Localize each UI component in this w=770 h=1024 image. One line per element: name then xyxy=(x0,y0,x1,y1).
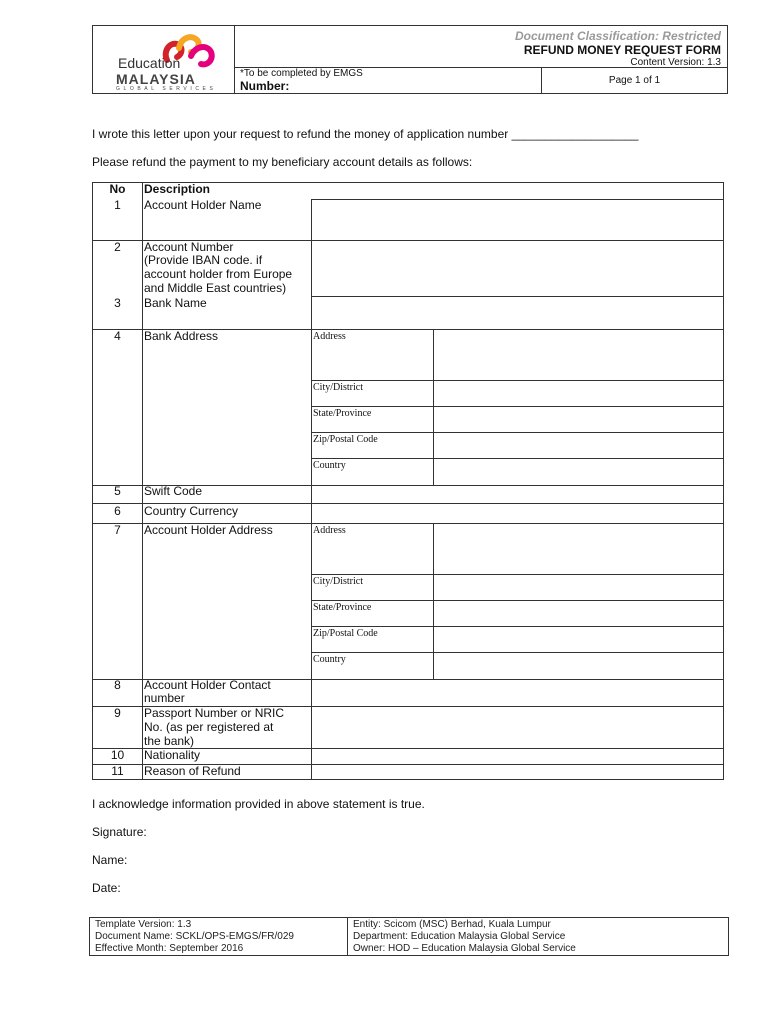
owner: Owner: HOD – Education Malaysia Global Service xyxy=(353,943,576,954)
bank-address-label: Address xyxy=(313,331,346,342)
logo xyxy=(93,26,235,93)
footer-left-column xyxy=(90,918,348,955)
row-label-nationality: Nationality xyxy=(144,748,201,762)
bank-city-field[interactable] xyxy=(434,381,723,406)
holder-city-label: City/District xyxy=(313,576,363,587)
passport-nric-field[interactable] xyxy=(312,707,723,748)
holder-state-label: State/Province xyxy=(313,602,372,613)
row-label-bank-name: Bank Name xyxy=(144,296,207,310)
row-number: 2 xyxy=(114,240,121,254)
holder-address-label: Address xyxy=(313,525,346,536)
row-label-account-holder-address: Account Holder Address xyxy=(144,523,273,537)
row-number: 6 xyxy=(114,504,121,518)
row-label-contact-number-cont: number xyxy=(144,691,185,705)
bank-state-label: State/Province xyxy=(313,408,372,419)
intro-application-line: I wrote this letter upon your request to refund the money of application number ___________________ xyxy=(92,127,639,141)
row-number: 11 xyxy=(111,764,124,778)
bank-zip-field[interactable] xyxy=(434,433,723,458)
page-number: Page 1 of 1 xyxy=(608,75,661,86)
row-label-passport-nric-cont: the bank) xyxy=(144,734,195,748)
row-number: 9 xyxy=(114,706,121,720)
account-number-field[interactable] xyxy=(312,241,723,296)
number-label: Number: xyxy=(240,79,290,93)
row-label-passport-nric: Passport Number or NRIC xyxy=(144,706,285,720)
effective-month: Effective Month: September 2016 xyxy=(95,943,244,954)
row-number: 10 xyxy=(110,748,125,762)
swift-code-field[interactable] xyxy=(312,486,723,503)
contact-number-field[interactable] xyxy=(312,680,723,706)
intro-payment-line: Please refund the payment to my beneficiary account details as follows: xyxy=(92,155,473,169)
beneficiary-details-table xyxy=(92,182,724,780)
holder-country-field[interactable] xyxy=(434,653,723,679)
row-label-account-holder-name: Account Holder Name xyxy=(144,198,262,212)
entity: Entity: Scicom (MSC) Berhad, Kuala Lumpur xyxy=(353,919,551,930)
logo-text-education: Education xyxy=(118,55,181,71)
bank-country-label: Country xyxy=(313,460,346,471)
signature-label[interactable]: Signature: xyxy=(92,825,147,839)
form-title: REFUND MONEY REQUEST FORM xyxy=(523,43,721,57)
holder-country-label: Country xyxy=(313,654,346,665)
row-number: 4 xyxy=(114,329,121,343)
bank-country-field[interactable] xyxy=(434,459,723,485)
row-label-swift-code: Swift Code xyxy=(144,484,203,498)
holder-address-field[interactable] xyxy=(434,524,723,574)
row-label-reason-of-refund: Reason of Refund xyxy=(144,764,241,778)
reason-of-refund-field[interactable] xyxy=(312,765,723,779)
row-number: 8 xyxy=(114,678,121,692)
document-name: Document Name: SCKL/OPS-EMGS/FR/029 xyxy=(95,931,294,942)
row-label-country-currency: Country Currency xyxy=(144,504,239,518)
row-number: 1 xyxy=(114,198,121,212)
department: Department: Education Malaysia Global Service xyxy=(353,931,566,942)
document-classification: Document Classification: Restricted xyxy=(514,29,721,43)
page-cell xyxy=(541,67,727,93)
logo-text-malaysia: MALAYSIA xyxy=(116,71,196,87)
holder-city-field[interactable] xyxy=(434,575,723,600)
row-label-bank-address: Bank Address xyxy=(144,329,219,343)
template-version: Template Version: 1.3 xyxy=(95,919,192,930)
bank-name-field[interactable] xyxy=(312,297,723,329)
bank-zip-label: Zip/Postal Code xyxy=(313,434,378,445)
row-number: 3 xyxy=(114,296,121,310)
bank-address-field[interactable] xyxy=(434,330,723,380)
header-box xyxy=(92,25,728,94)
acknowledgement-text: I acknowledge information provided in above statement is true. xyxy=(92,797,425,811)
holder-state-field[interactable] xyxy=(434,601,723,626)
holder-zip-field[interactable] xyxy=(434,627,723,652)
date-label[interactable]: Date: xyxy=(92,881,121,895)
row-label-account-number-note: (Provide IBAN code. if xyxy=(144,253,263,267)
document-footer xyxy=(89,917,729,956)
content-version: Content Version: 1.3 xyxy=(630,57,721,68)
number-cell[interactable] xyxy=(235,67,541,93)
column-header-description: Description xyxy=(144,182,211,196)
row-number: 7 xyxy=(114,523,121,537)
holder-zip-label: Zip/Postal Code xyxy=(313,628,378,639)
account-holder-name-field[interactable] xyxy=(312,200,723,240)
emgs-note: *To be completed by EMGS xyxy=(240,68,363,79)
nationality-field[interactable] xyxy=(312,749,723,764)
row-label-account-number-note: account holder from Europe xyxy=(144,267,293,281)
row-number: 5 xyxy=(114,484,121,498)
table-divider xyxy=(142,183,143,779)
bank-city-label: City/District xyxy=(313,382,363,393)
logo-text-global-services: GLOBAL SERVICES xyxy=(116,86,217,92)
row-label-contact-number: Account Holder Contact xyxy=(144,678,271,692)
header-title-cell xyxy=(235,26,727,67)
bank-state-field[interactable] xyxy=(434,407,723,432)
country-currency-field[interactable] xyxy=(312,504,723,523)
name-label[interactable]: Name: xyxy=(92,853,128,867)
column-header-no: No xyxy=(109,182,126,196)
row-label-account-number-note: and Middle East countries) xyxy=(144,281,287,295)
row-label-account-number: Account Number xyxy=(144,240,234,254)
row-label-passport-nric-cont: No. (as per registered at xyxy=(144,720,274,734)
footer-right-column xyxy=(348,918,728,955)
